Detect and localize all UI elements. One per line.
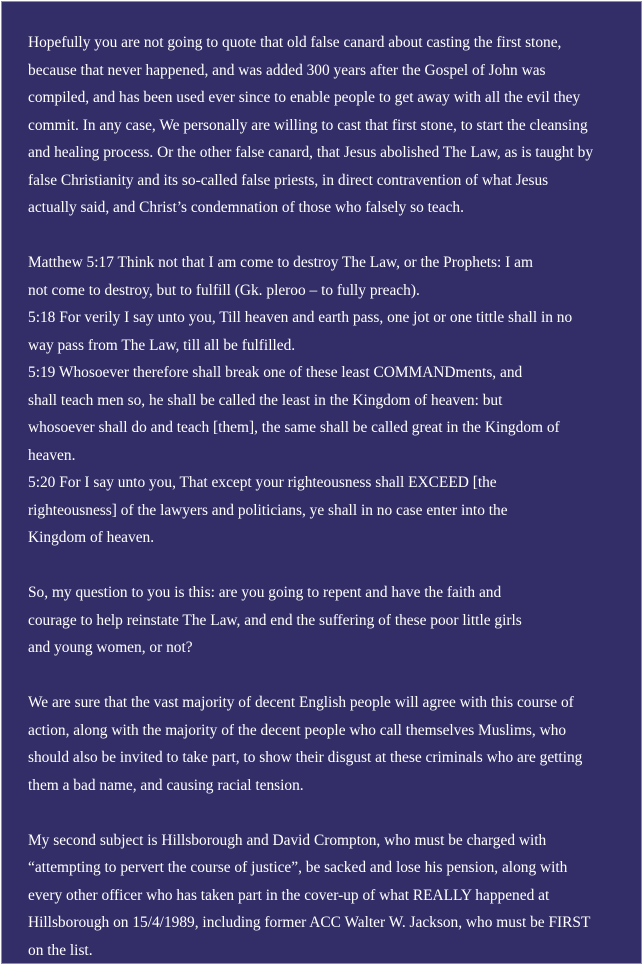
text-line: Hopefully you are not going to quote that old false canard about casting the first stone, bbox=[28, 34, 562, 51]
text-line: not come to destroy, but to fulfill (Gk. pleroo – to fully preach). bbox=[28, 281, 420, 299]
document-panel bbox=[1, 1, 642, 964]
paragraph-question bbox=[28, 579, 628, 662]
text-line: heaven. bbox=[28, 446, 76, 464]
text-line: righteousness] of the lawyers and politicians, ye shall in no case enter into the bbox=[28, 501, 508, 519]
text-line: Matthew 5:17 Think not that I am come to destroy The Law, or the Prophets: I am bbox=[28, 254, 533, 271]
text-line: on the list. bbox=[28, 941, 93, 959]
text-line: courage to help reinstate The Law, and end the suffering of these poor little girls bbox=[28, 611, 522, 629]
text-line: 5:19 Whosoever therefore shall break one of these least COMMANDments, and bbox=[28, 364, 523, 381]
text-line: whosoever shall do and teach [them], the same shall be called great in the Kingdom of bbox=[28, 419, 560, 436]
paragraph-first-stone bbox=[28, 29, 628, 222]
text-line: Hillsborough on 15/4/1989, including former ACC Walter W. Jackson, who must be FIRST bbox=[28, 914, 591, 931]
text-line: commit. In any case, We personally are willing to cast that first stone, to start the cleansing bbox=[28, 116, 588, 134]
document-text bbox=[28, 29, 628, 964]
text-line: action, along with the majority of the decent people who call themselves Muslims, who bbox=[28, 721, 567, 739]
text-line: should also be invited to take part, to show their disgust at these criminals who are getting bbox=[28, 749, 583, 766]
text-line: because that never happened, and was added 300 years after the Gospel of John was bbox=[28, 61, 546, 79]
text-line: and young women, or not? bbox=[28, 639, 193, 656]
text-line: 5:20 For I say unto you, That except your righteousness shall EXCEED [the bbox=[28, 474, 497, 491]
text-line: and healing process. Or the other false canard, that Jesus abolished The Law, as is taught by bbox=[28, 144, 594, 161]
text-line: actually said, and Christ’s condemnation of those who falsely so teach. bbox=[28, 199, 464, 216]
text-line: So, my question to you is this: are you going to repent and have the faith and bbox=[28, 584, 502, 601]
text-line: every other officer who has taken part in the cover-up of what REALLY happened at bbox=[28, 886, 550, 904]
text-line: My second subject is Hillsborough and David Crompton, who must be charged with bbox=[28, 831, 547, 849]
paragraph-majority bbox=[28, 689, 628, 799]
text-line: way pass from The Law, till all be fulfilled. bbox=[28, 336, 296, 354]
text-line: Kingdom of heaven. bbox=[28, 529, 155, 546]
text-line: “attempting to pervert the course of justice”, be sacked and lose his pension, along with bbox=[28, 859, 568, 876]
text-line: We are sure that the vast majority of decent English people will agree with this course of bbox=[28, 694, 574, 711]
text-line: them a bad name, and causing racial tension. bbox=[28, 776, 304, 794]
text-line: shall teach men so, he shall be called the least in the Kingdom of heaven: but bbox=[28, 391, 503, 409]
paragraph-matthew-quote bbox=[28, 249, 628, 552]
text-line: compiled, and has been used ever since to enable people to get away with all the evil they bbox=[28, 89, 581, 106]
text-line: false Christianity and its so-called false priests, in direct contravention of what Jesus bbox=[28, 171, 549, 189]
paragraph-hillsborough bbox=[28, 827, 628, 965]
text-line: 5:18 For verily I say unto you, Till heaven and earth pass, one jot or one tittle shall in no bbox=[28, 309, 573, 326]
